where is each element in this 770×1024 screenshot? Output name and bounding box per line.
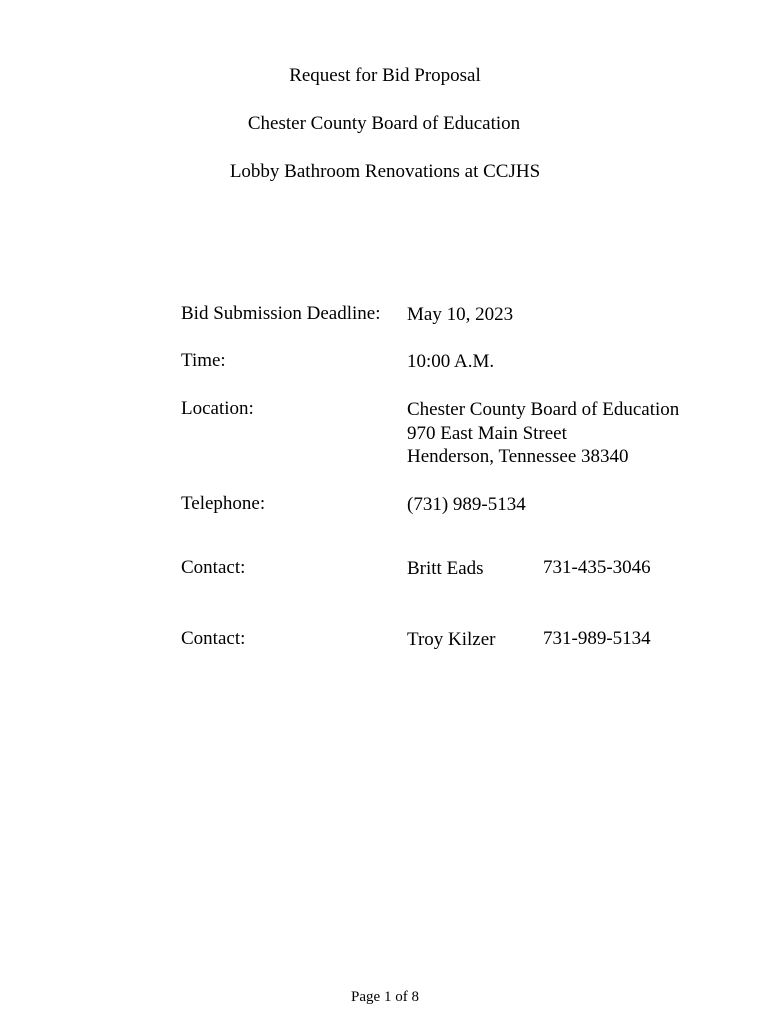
location-address: [407, 398, 679, 469]
time-label: Time:: [181, 350, 226, 371]
contact-phone-1: 731-435-3046: [543, 557, 651, 578]
telephone-value: (731) 989-5134: [407, 494, 526, 515]
location-label: Location:: [181, 398, 254, 419]
contact-label-1: Contact:: [181, 557, 246, 578]
document-title: Request for Bid Proposal: [289, 65, 481, 86]
location-line-1: Chester County Board of Education: [407, 399, 680, 420]
time-value: 10:00 A.M.: [407, 351, 495, 372]
contact-name-2: Troy Kilzer: [407, 629, 496, 650]
contact-label-2: Contact:: [181, 628, 246, 649]
contact-name-1: Britt Eads: [407, 558, 484, 579]
page-number: Page 1 of 8: [351, 989, 419, 1005]
contact-phone-2: 731-989-5134: [543, 628, 651, 649]
location-line-2: 970 East Main Street: [407, 422, 567, 444]
organization-name: Chester County Board of Education: [247, 113, 521, 134]
location-line-3: Henderson, Tennessee 38340: [407, 446, 629, 467]
project-name: Lobby Bathroom Renovations at CCJHS: [229, 161, 541, 182]
deadline-label: Bid Submission Deadline:: [181, 303, 381, 324]
deadline-value: May 10, 2023: [407, 304, 514, 325]
telephone-label: Telephone:: [181, 493, 266, 514]
